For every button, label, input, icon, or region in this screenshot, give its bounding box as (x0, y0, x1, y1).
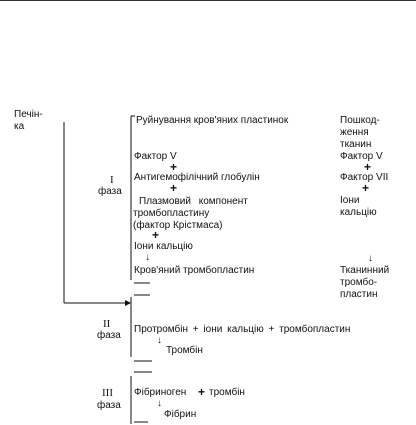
down-arrow-icon: ↓ (368, 253, 373, 264)
thrombin: Тромбін (166, 345, 203, 356)
plus-sign: + (364, 160, 372, 174)
tissue-damage-line2: ження (340, 127, 369, 138)
factor-v: Фактор V (134, 151, 177, 162)
tissue-thromboplastin-line1: Тканинний (340, 265, 390, 276)
antihemophilic-globulin: Антигемофілічний глобулін (134, 172, 260, 183)
plus-sign: + (152, 228, 160, 242)
tissue-calcium-line1: Іони (340, 195, 360, 206)
down-arrow-icon: ↓ (145, 252, 150, 263)
plus-sign: + (198, 385, 206, 399)
plasma-component-line1: Плазмовий компонент (139, 196, 248, 207)
phase3-numeral: III (102, 387, 113, 399)
phase2-numeral: II (103, 318, 111, 330)
plasma-component-line2: тромбопластину (133, 208, 210, 219)
plus-sign: + (170, 181, 178, 195)
plus-sign: + (170, 160, 178, 174)
phase1-numeral: I (110, 174, 114, 186)
fibrinogen: Фібриноген (134, 387, 187, 398)
down-arrow-icon: ↓ (157, 335, 162, 346)
platelet-breakdown: Руйнування кров'яних пластинок (136, 115, 289, 126)
tissue-calcium-line2: кальцію (340, 207, 377, 218)
plus-sign: + (362, 181, 370, 195)
tissue-factor-vii: Фактор VII (340, 172, 389, 183)
tissue-thromboplastin-line2: тромбо- (340, 277, 378, 288)
tissue-thromboplastin-line3: пластин (340, 289, 378, 300)
blood-thromboplastin: Кров'яний тромбопластин (134, 265, 255, 276)
liver-label-line1: Печін- (14, 109, 43, 120)
phase3-word: фаза (97, 400, 121, 411)
plasma-component-line3: (фактор Крістмаса) (133, 220, 223, 231)
tissue-factor-v: Фактор V (340, 151, 383, 162)
tissue-damage-line1: Пошкод- (340, 115, 380, 126)
down-arrow-icon: ↓ (157, 398, 162, 409)
phase2-word: фаза (97, 330, 121, 341)
liver-arrow-head (125, 300, 131, 306)
phase2-reaction: Протромбін + іони кальцію + тромбопластин (134, 324, 351, 335)
calcium-ions: Іони кальцію (134, 241, 193, 252)
liver-label-line2: ка (14, 121, 25, 132)
tissue-damage-line3: тканин (340, 139, 372, 150)
phase1-word: фаза (98, 186, 122, 197)
fibrin: Фібрин (164, 409, 197, 420)
phase3-thrombin: тромбін (209, 387, 245, 398)
